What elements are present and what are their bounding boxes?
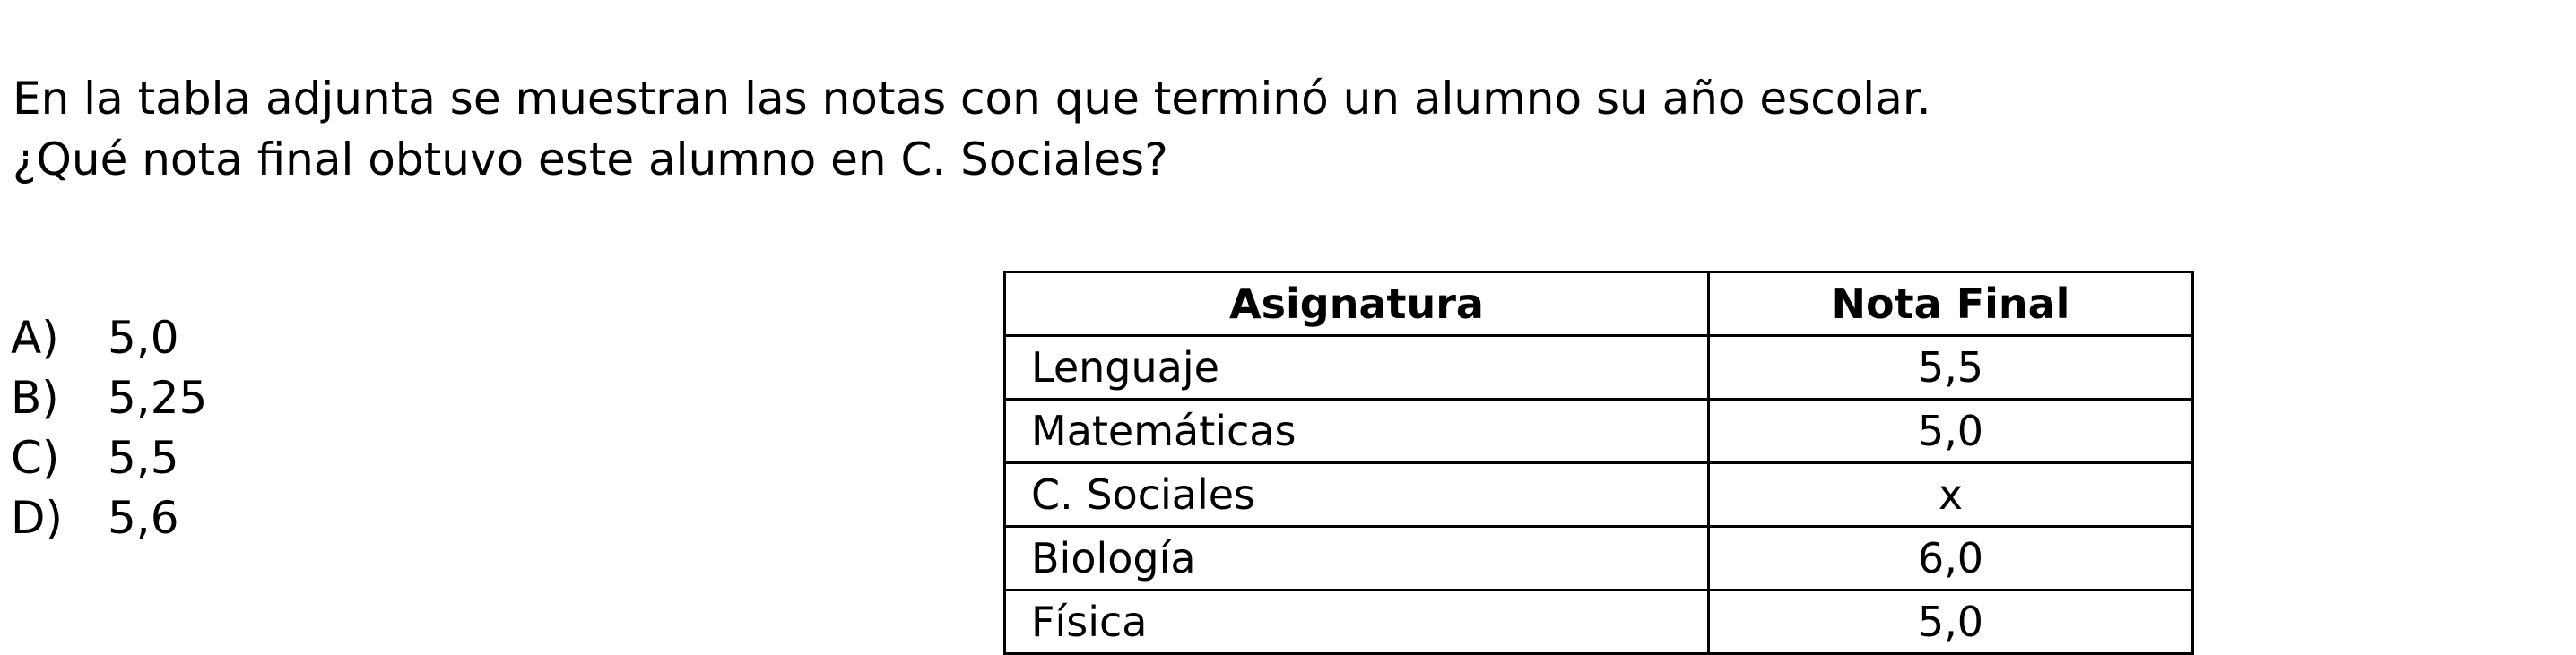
option-a[interactable] [11, 308, 207, 368]
grades-table [1003, 271, 2194, 655]
subject-cell: Física [1005, 590, 1709, 654]
table-row [1005, 463, 2193, 527]
question-line-2: ¿Qué nota final obtuvo este alumno en C. Sociales? [13, 134, 1168, 185]
option-c[interactable] [11, 428, 207, 488]
subject-cell: Lenguaje [1005, 336, 1709, 400]
subject-cell: Biología [1005, 527, 1709, 590]
option-value: 5,25 [108, 372, 208, 424]
grade-cell: 6,0 [1709, 527, 2193, 590]
question-text [13, 68, 1931, 190]
option-value: 5,5 [108, 432, 179, 484]
grade-cell: 5,0 [1709, 590, 2193, 654]
option-d[interactable] [11, 488, 207, 548]
option-value: 5,0 [108, 312, 179, 364]
subject-cell: Matemáticas [1005, 400, 1709, 463]
grade-cell: 5,5 [1709, 336, 2193, 400]
table-row [1005, 590, 2193, 654]
option-b[interactable] [11, 368, 207, 428]
question-line-1: En la tabla adjunta se muestran las notas con que terminó un alumno su año escolar. [13, 73, 1931, 125]
grade-cell: x [1709, 463, 2193, 527]
header-grade: Nota Final [1709, 272, 2193, 336]
header-subject: Asignatura [1005, 272, 1709, 336]
option-letter: D) [11, 492, 64, 544]
table-row [1005, 400, 2193, 463]
table-row [1005, 527, 2193, 590]
option-letter: A) [11, 312, 59, 364]
grade-cell: 5,0 [1709, 400, 2193, 463]
option-letter: C) [11, 432, 60, 484]
answer-options [11, 308, 207, 548]
subject-cell: C. Sociales [1005, 463, 1709, 527]
option-letter: B) [11, 372, 59, 424]
table-row [1005, 336, 2193, 400]
table-header-row [1005, 272, 2193, 336]
option-value: 5,6 [108, 492, 179, 544]
